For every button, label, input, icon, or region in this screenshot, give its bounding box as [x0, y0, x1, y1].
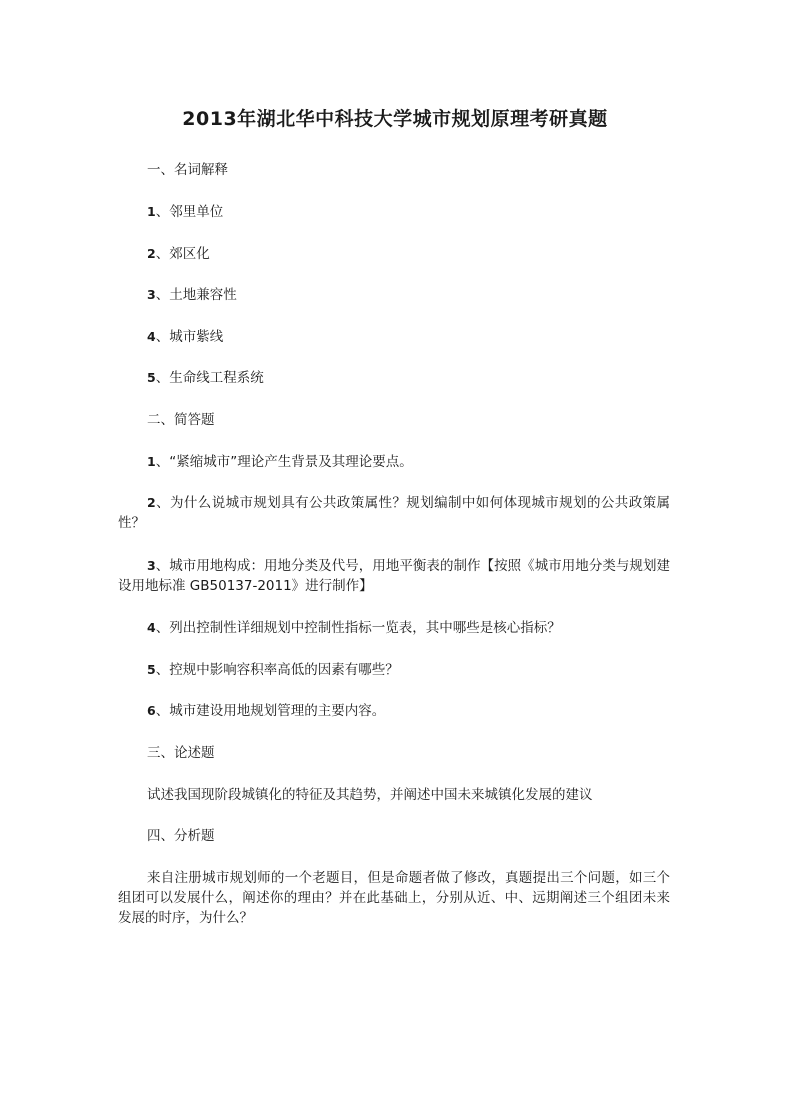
- item-number: 2: [147, 246, 156, 261]
- item-text: 、城市建设用地规划管理的主要内容。: [155, 703, 386, 719]
- short-answer-item-1: [147, 452, 413, 472]
- term-item-4: [147, 327, 223, 347]
- item-number: 4: [147, 620, 156, 635]
- item-number: 6: [147, 703, 156, 718]
- item-number: 4: [147, 329, 156, 344]
- short-answer-item-5: [147, 660, 399, 680]
- term-item-3: [147, 285, 237, 305]
- section-1-heading: 一、名词解释: [147, 162, 228, 178]
- term-item-5: [147, 368, 264, 388]
- item-number: 1: [147, 454, 156, 469]
- short-answer-item-2: [118, 493, 670, 533]
- document-title: 2013年湖北华中科技大学城市规划原理考研真题: [182, 108, 608, 130]
- item-text: 、城市用地构成：用地分类及代号，用地平衡表的制作【按照《城市用地分类与规划建设用地标准 GB50137-2011》进行制作】: [118, 558, 670, 594]
- item-number: 2: [147, 495, 156, 510]
- item-number: 5: [147, 662, 156, 677]
- item-number: 5: [147, 370, 156, 385]
- section-2-heading: 二、简答题: [147, 412, 215, 428]
- term-item-1: [147, 202, 223, 222]
- item-text: 、郊区化: [155, 246, 210, 262]
- item-text: 、“紧缩城市”理论产生背景及其理论要点。: [155, 454, 413, 470]
- section-4-heading: 四、分析题: [147, 828, 215, 844]
- essay-question: 试述我国现阶段城镇化的特征及其趋势，并阐述中国未来城镇化发展的建议: [147, 787, 593, 803]
- short-answer-item-3: [118, 556, 670, 596]
- item-text: 、城市紫线: [155, 329, 224, 345]
- section-3-heading: 三、论述题: [147, 745, 215, 761]
- item-number: 3: [147, 287, 156, 302]
- item-text: 、控规中影响容积率高低的因素有哪些？: [155, 662, 399, 678]
- term-item-2: [147, 244, 210, 264]
- item-text: 、为什么说城市规划具有公共政策属性？规划编制中如何体现城市规划的公共政策属性？: [118, 495, 670, 531]
- item-text: 、土地兼容性: [155, 287, 237, 303]
- item-number: 3: [147, 558, 156, 573]
- short-answer-item-6: [147, 701, 385, 721]
- item-text: 、邻里单位: [155, 204, 224, 220]
- item-text: 、列出控制性详细规划中控制性指标一览表，其中哪些是核心指标？: [155, 620, 561, 636]
- analysis-question: 来自注册城市规划师的一个老题目，但是命题者做了修改，真题提出三个问题，如三个组团可以发展什么，阐述你的理由？并在此基础上，分别从近、中、远期阐述三个组团未来发展的时序，为什么？: [118, 870, 670, 926]
- item-number: 1: [147, 204, 156, 219]
- item-text: 、生命线工程系统: [155, 370, 264, 386]
- short-answer-item-4: [147, 618, 561, 638]
